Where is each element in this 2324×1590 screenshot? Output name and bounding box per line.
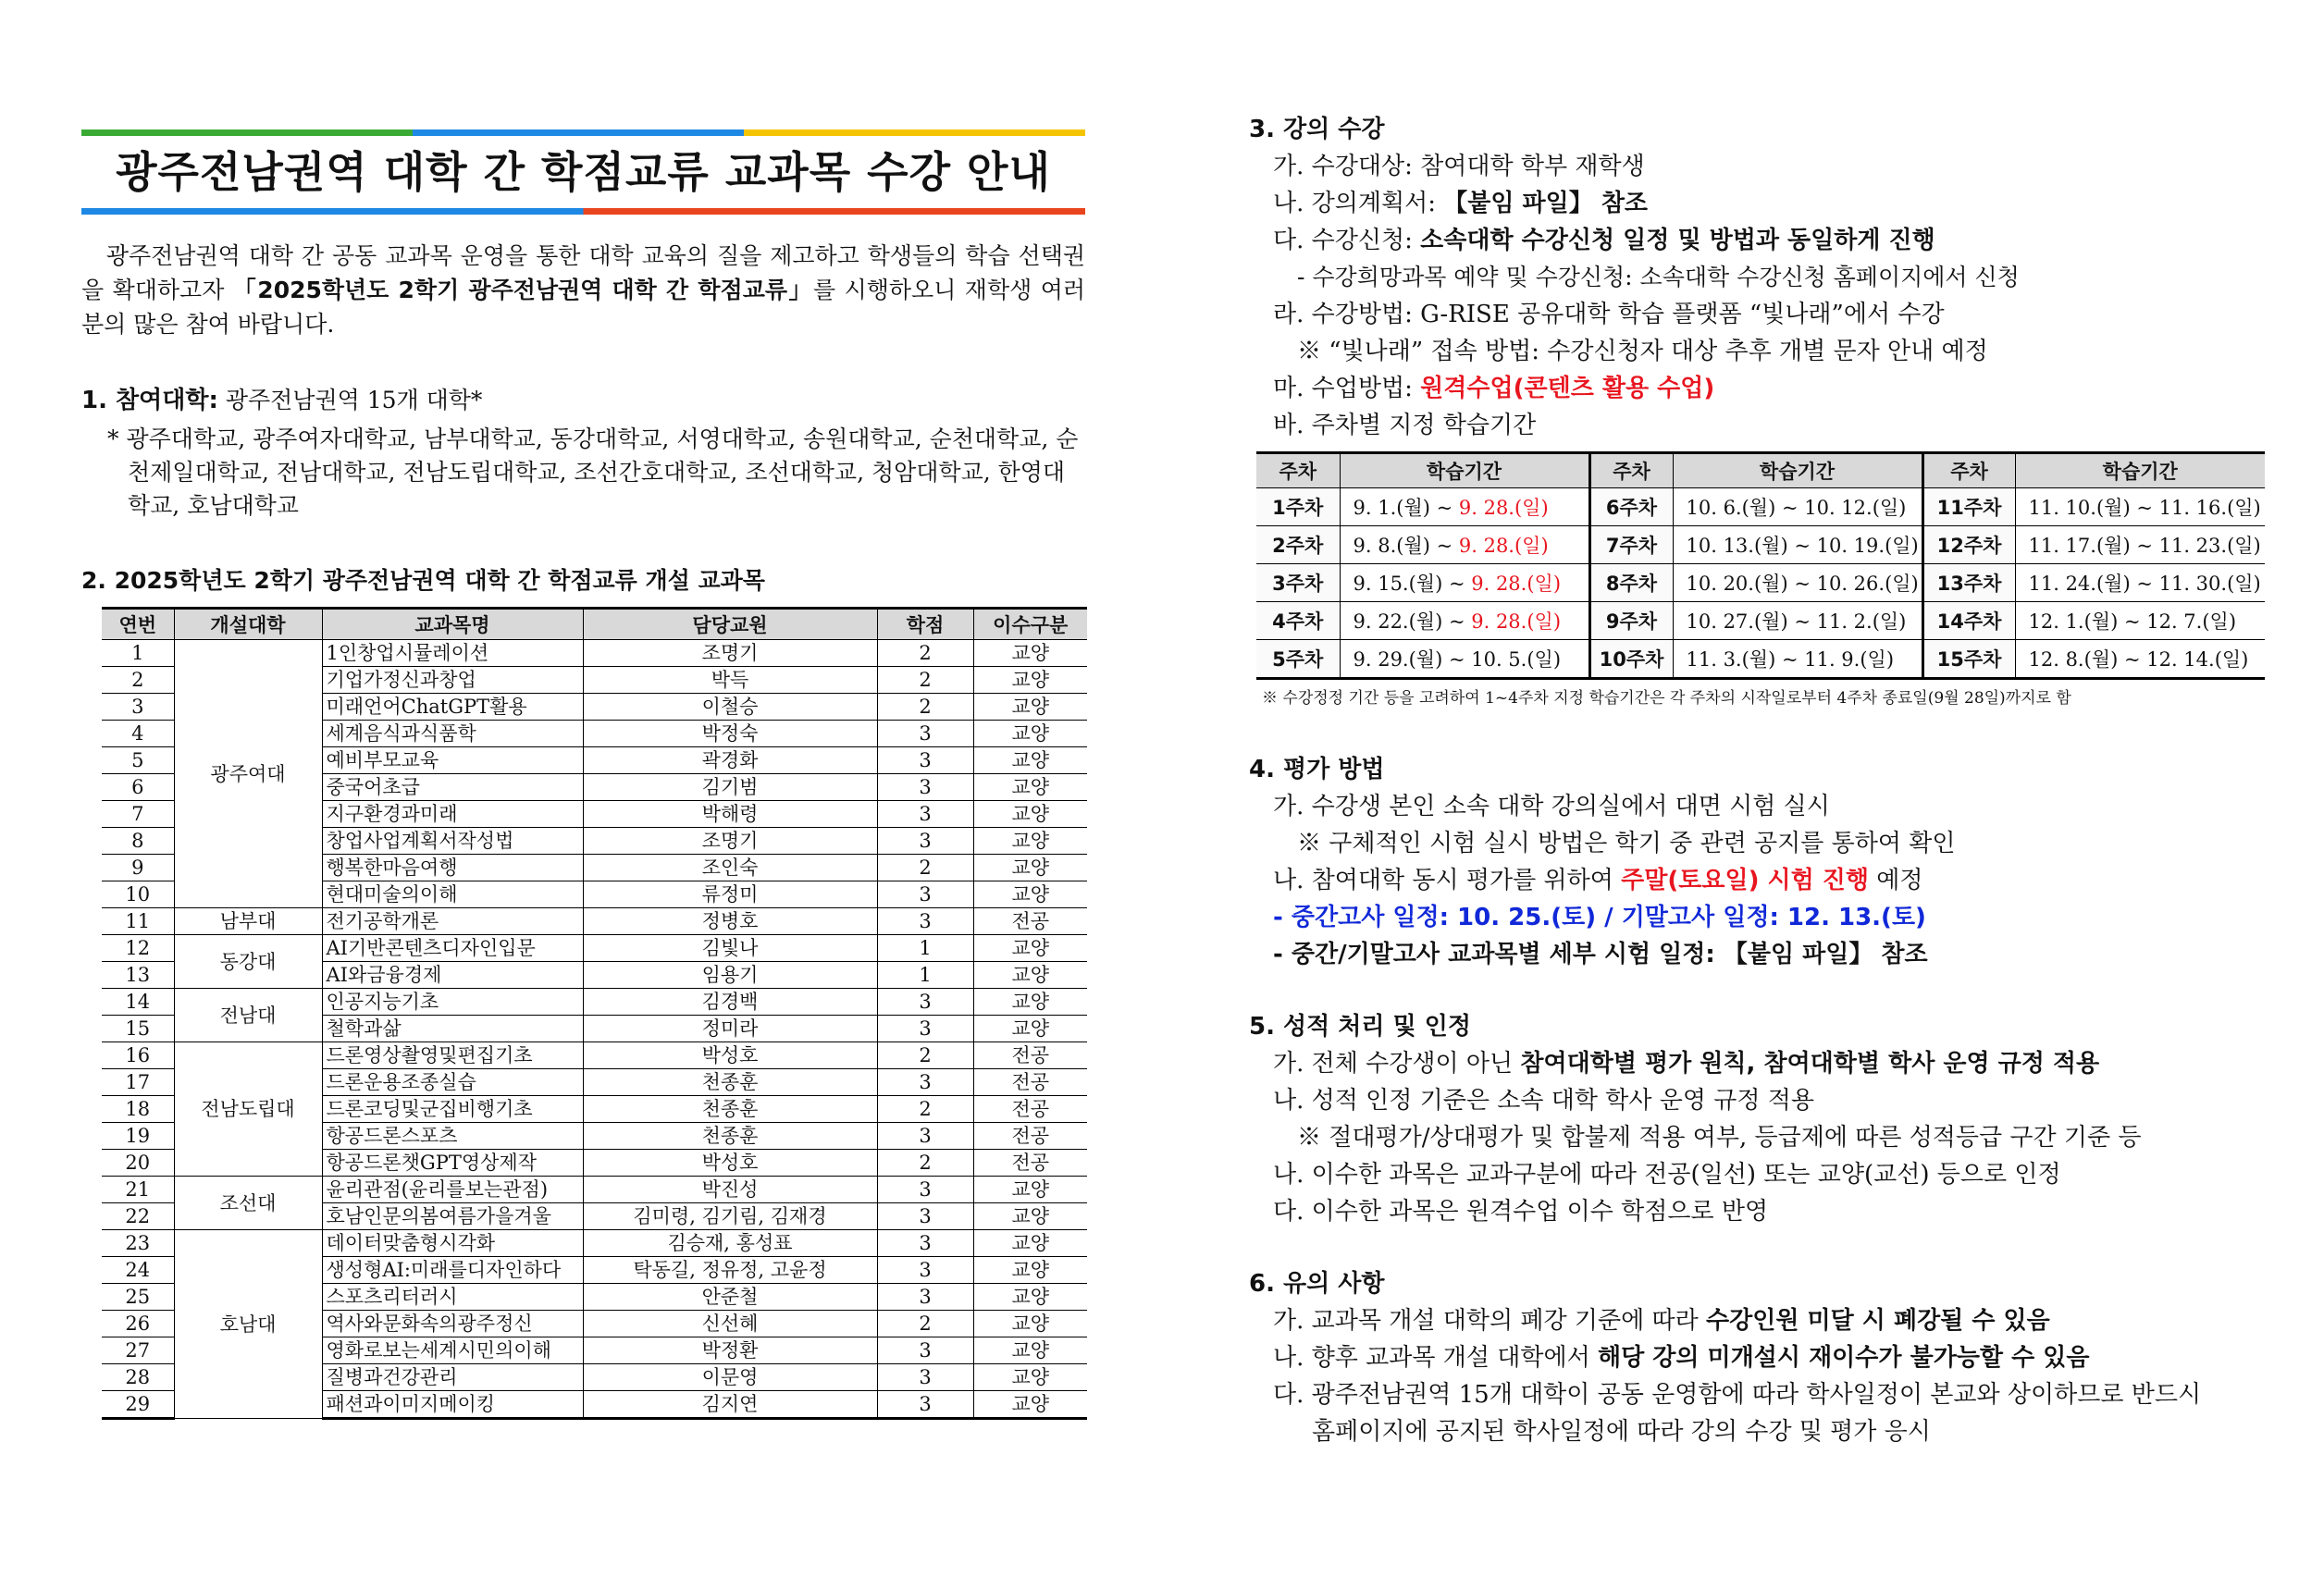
period-end: 11. 16.(일): [2158, 497, 2261, 519]
week-label: 8주차: [1589, 564, 1673, 602]
college-name: 조선대: [174, 1177, 322, 1230]
credits: 3: [877, 881, 973, 908]
instructor: 박성호: [583, 1042, 877, 1069]
section6-a: [1249, 1302, 2267, 1339]
table-row: [102, 908, 1087, 935]
course-type: 교양: [973, 1016, 1087, 1042]
period-start: 12. 1.(월) ~: [2028, 610, 2147, 633]
period-end: 9. 28.(일): [1471, 610, 1562, 633]
study-period: [1673, 602, 1922, 640]
credits: 3: [877, 1391, 973, 1419]
course-number: 22: [102, 1203, 174, 1230]
period-start: 11. 17.(월) ~: [2028, 535, 2159, 557]
period-start: 10. 20.(월) ~: [1686, 573, 1817, 595]
week-label: 6주차: [1589, 488, 1673, 526]
course-name: 항공드론스포츠: [322, 1123, 583, 1150]
course-name: 예비부모교육: [322, 747, 583, 774]
course-number: 8: [102, 828, 174, 855]
course-type: 교양: [973, 1364, 1087, 1391]
course-type: 전공: [973, 1042, 1087, 1069]
section3-c: [1249, 222, 2267, 259]
course-type: 교양: [973, 1257, 1087, 1284]
table-row: [102, 640, 1087, 667]
section6-a-bold: 수강인원 미달 시 폐강될 수 있음: [1705, 1307, 2050, 1335]
course-number: 10: [102, 881, 174, 908]
course-type: 교양: [973, 667, 1087, 694]
study-period: [1673, 640, 1922, 679]
course-name: 드론코딩및군집비행기초: [322, 1096, 583, 1123]
course-name: 드론운용조종실습: [322, 1069, 583, 1096]
section6-c1: 다. 광주전남권역 15개 대학이 공동 운영함에 따라 학사일정이 본교와 상이하므로 반드시: [1273, 1381, 2202, 1409]
credits: 3: [877, 774, 973, 801]
study-period: [1673, 488, 1922, 526]
course-type: 교양: [973, 1311, 1087, 1337]
week-label: 5주차: [1256, 640, 1340, 679]
course-number: 2: [102, 667, 174, 694]
week-label: 13주차: [1922, 564, 2015, 602]
credits: 3: [877, 1069, 973, 1096]
schedule-note: ※ 수강정정 기간 등을 고려하여 1~4주차 지정 학습기간은 각 주차의 시작일로부터 4주차 종료일(9월 28일)까지로 함: [1262, 689, 2071, 708]
study-period: [2015, 488, 2265, 526]
period-end: 11. 23.(일): [2158, 535, 2261, 557]
section5-a: [1249, 1045, 2267, 1082]
credits: 3: [877, 1337, 973, 1364]
credits: 3: [877, 1203, 973, 1230]
section4-exam-dates: - 중간고사 일정: 10. 25.(토) / 기말고사 일정: 12. 13.(토): [1273, 904, 1926, 931]
table-row: [1256, 564, 2265, 602]
period-start: 11. 3.(월) ~: [1686, 648, 1805, 671]
course-name: 스포츠리터러시: [322, 1284, 583, 1311]
period-end: 11. 2.(일): [1816, 610, 1907, 633]
college-name: 전남도립대: [174, 1042, 322, 1177]
credits: 1: [877, 935, 973, 962]
section3-b-bold: 【붙임 파일】 참조: [1443, 190, 1649, 217]
course-name: 인공지능기초: [322, 989, 583, 1016]
section-notices: [1249, 1265, 2267, 1450]
period-start: 12. 8.(월) ~: [2028, 648, 2147, 671]
credits: 3: [877, 1257, 973, 1284]
course-number: 11: [102, 908, 174, 935]
table-row: [1256, 640, 2265, 679]
period-start: 10. 13.(월) ~: [1686, 535, 1817, 557]
table-row: [102, 1177, 1087, 1203]
course-name: 데이터맞춤형시각화: [322, 1230, 583, 1257]
period-start: 9. 29.(월) ~: [1353, 648, 1472, 671]
week-label: 10주차: [1589, 640, 1673, 679]
study-period: [2015, 640, 2265, 679]
course-type: 교양: [973, 962, 1087, 989]
instructor: 김기범: [583, 774, 877, 801]
instructor: 박진성: [583, 1177, 877, 1203]
period-start: 11. 24.(월) ~: [2028, 573, 2159, 595]
week-label: 9주차: [1589, 602, 1673, 640]
course-type: 교양: [973, 1230, 1087, 1257]
table-row: [102, 989, 1087, 1016]
title-bar-bottom: [81, 208, 1085, 215]
course-name: 영화로보는세계시민의이해: [322, 1337, 583, 1364]
study-period: [2015, 564, 2265, 602]
instructor: 이문영: [583, 1364, 877, 1391]
course-name: AI기반콘텐츠디자인입문: [322, 935, 583, 962]
period-end: 9. 28.(일): [1458, 535, 1549, 557]
course-name: 기업가정신과창업: [322, 667, 583, 694]
course-name: 미래언어ChatGPT활용: [322, 694, 583, 721]
credits: 2: [877, 667, 973, 694]
section5-d: 다. 이수한 과목은 원격수업 이수 학점으로 반영: [1273, 1198, 1769, 1226]
week-col-header: 주차: [1589, 453, 1673, 488]
instructor: 김승재, 홍성표: [583, 1230, 877, 1257]
course-type: 전공: [973, 1123, 1087, 1150]
course-number: 19: [102, 1123, 174, 1150]
course-name: 지구환경과미래: [322, 801, 583, 828]
credits: 3: [877, 908, 973, 935]
course-name: AI와금융경제: [322, 962, 583, 989]
week-col-header: 학습기간: [1340, 453, 1589, 488]
instructor: 류정미: [583, 881, 877, 908]
credits: 3: [877, 721, 973, 747]
period-end: 9. 28.(일): [1471, 573, 1562, 595]
course-number: 16: [102, 1042, 174, 1069]
course-name: 창업사업계획서작성법: [322, 828, 583, 855]
course-type: 교양: [973, 935, 1087, 962]
week-label: 7주차: [1589, 526, 1673, 564]
instructor: 이철승: [583, 694, 877, 721]
week-col-header: 주차: [1256, 453, 1340, 488]
study-period: [2015, 526, 2265, 564]
course-number: 15: [102, 1016, 174, 1042]
course-type: 교양: [973, 1177, 1087, 1203]
section3-e-label: 마. 수업방법:: [1273, 375, 1421, 402]
section2-heading: 2. 2025학년도 2학기 광주전남권역 대학 간 학점교류 개설 교과목: [81, 567, 765, 594]
section5-b: 나. 성적 인정 기준은 소속 대학 학사 운영 규정 적용: [1273, 1087, 1814, 1115]
credits: 3: [877, 1016, 973, 1042]
table-row: [102, 1230, 1087, 1257]
course-number: 4: [102, 721, 174, 747]
course-number: 21: [102, 1177, 174, 1203]
section5-heading: 5. 성적 처리 및 인정: [1249, 1013, 1471, 1041]
period-start: 9. 8.(월) ~: [1353, 535, 1459, 557]
course-col-header: 학점: [877, 609, 973, 640]
period-start: 11. 10.(월) ~: [2028, 497, 2159, 519]
study-period: [1673, 564, 1922, 602]
table-row: [1256, 602, 2265, 640]
course-type: 교양: [973, 828, 1087, 855]
credits: 3: [877, 1230, 973, 1257]
course-number: 3: [102, 694, 174, 721]
period-end: 11. 30.(일): [2158, 573, 2261, 595]
table-row: [102, 935, 1087, 962]
course-name: 패션과이미지메이킹: [322, 1391, 583, 1419]
course-number: 1: [102, 640, 174, 667]
instructor: 천종훈: [583, 1123, 877, 1150]
instructor: 박해령: [583, 801, 877, 828]
section4-exam-details: - 중간/기말고사 교과목별 세부 시험 일정: 【붙임 파일】 참조: [1273, 941, 1928, 968]
instructor: 조인숙: [583, 855, 877, 881]
week-label: 4주차: [1256, 602, 1340, 640]
course-type: 전공: [973, 1150, 1087, 1177]
intro-bold: 「2025학년도 2학기 광주전남권역 대학 간 학점교류」: [232, 277, 813, 303]
study-period: [1340, 526, 1589, 564]
week-label: 1주차: [1256, 488, 1340, 526]
instructor: 곽경화: [583, 747, 877, 774]
section6-b: [1249, 1339, 2267, 1376]
course-name: 세계음식과식품학: [322, 721, 583, 747]
credits: 2: [877, 640, 973, 667]
course-type: 교양: [973, 801, 1087, 828]
college-name: 호남대: [174, 1230, 322, 1419]
section3-f: 바. 주차별 지정 학습기간: [1273, 412, 1537, 439]
week-label: 14주차: [1922, 602, 2015, 640]
period-end: 9. 28.(일): [1458, 497, 1549, 519]
course-type: 전공: [973, 1096, 1087, 1123]
credits: 3: [877, 828, 973, 855]
section-participating-universities: [81, 384, 1085, 523]
page-title: 광주전남권역 대학 간 학점교류 교과목 수강 안내: [116, 147, 1051, 197]
course-name: 중국어초급: [322, 774, 583, 801]
course-type: 교양: [973, 855, 1087, 881]
period-end: 10. 26.(일): [1816, 573, 1919, 595]
section3-e: [1249, 370, 2267, 407]
instructor: 신선혜: [583, 1311, 877, 1337]
section3-heading: 3. 강의 수강: [1249, 116, 1385, 143]
section5-a-label: 가. 전체 수강생이 아닌: [1273, 1050, 1521, 1078]
course-type: 교양: [973, 640, 1087, 667]
section3-c-bold: 소속대학 수강신청 일정 및 방법과 동일하게 진행: [1420, 227, 1935, 254]
instructor: 조명기: [583, 828, 877, 855]
period-end: 10. 12.(일): [1804, 497, 1907, 519]
instructor: 정병호: [583, 908, 877, 935]
course-type: 교양: [973, 1337, 1087, 1364]
course-col-header: 개설대학: [174, 609, 322, 640]
section6-a-label: 가. 교과목 개설 대학의 폐강 기준에 따라: [1273, 1307, 1706, 1335]
instructor: 김경백: [583, 989, 877, 1016]
instructor: 박성호: [583, 1150, 877, 1177]
week-col-header: 학습기간: [2015, 453, 2265, 488]
credits: 2: [877, 1096, 973, 1123]
table-row: [1256, 488, 2265, 526]
course-type: 교양: [973, 989, 1087, 1016]
course-name: 현대미술의이해: [322, 881, 583, 908]
title-bar-top: [81, 129, 1085, 136]
study-period: [1340, 640, 1589, 679]
week-col-header: 주차: [1922, 453, 2015, 488]
course-type: 교양: [973, 1284, 1087, 1311]
study-period: [1340, 488, 1589, 526]
credits: 2: [877, 855, 973, 881]
course-number: 24: [102, 1257, 174, 1284]
instructor: 천종훈: [583, 1096, 877, 1123]
instructor: 김미령, 김기림, 김재경: [583, 1203, 877, 1230]
intro-text: 광주전남권역 대학 간 공동 교과목 운영을 통한 대학 교육의 질을 제고하고 학생들의 학습 선택권을 확대하고자: [81, 242, 1085, 303]
instructor: 정미라: [583, 1016, 877, 1042]
course-number: 12: [102, 935, 174, 962]
section3-c-sub: - 수강희망과목 예약 및 수강신청: 소속대학 수강신청 홈페이지에서 신청: [1297, 264, 2020, 290]
course-type: 교양: [973, 1391, 1087, 1419]
instructor: 박정환: [583, 1337, 877, 1364]
section5-a-bold: 참여대학별 평가 원칙, 참여대학별 학사 운영 규정 적용: [1520, 1050, 2100, 1078]
period-end: 11. 9.(일): [1804, 648, 1895, 671]
week-label: 12주차: [1922, 526, 2015, 564]
instructor: 천종훈: [583, 1069, 877, 1096]
college-name: 남부대: [174, 908, 322, 935]
course-name: 1인창업시뮬레이션: [322, 640, 583, 667]
course-name: 생성형AI:미래를디자인하다: [322, 1257, 583, 1284]
section1-value: 광주전남권역 15개 대학*: [225, 387, 483, 413]
course-name: 항공드론챗GPT영상제작: [322, 1150, 583, 1177]
instructor: 조명기: [583, 640, 877, 667]
course-type: 교양: [973, 881, 1087, 908]
course-type: 교양: [973, 694, 1087, 721]
credits: 3: [877, 1364, 973, 1391]
period-start: 9. 15.(월) ~: [1353, 573, 1472, 595]
credits: 3: [877, 801, 973, 828]
instructor: 김빛나: [583, 935, 877, 962]
section4-b-label: 나. 참여대학 동시 평가를 위하여: [1273, 867, 1622, 894]
instructor: 탁동길, 정유정, 고윤정: [583, 1257, 877, 1284]
period-end: 10. 19.(일): [1816, 535, 1919, 557]
course-name: 호남인문의봄여름가을겨울: [322, 1203, 583, 1230]
course-col-header: 교과목명: [322, 609, 583, 640]
period-start: 10. 6.(월) ~: [1686, 497, 1805, 519]
instructor: 박득: [583, 667, 877, 694]
course-number: 27: [102, 1337, 174, 1364]
week-label: 3주차: [1256, 564, 1340, 602]
week-label: 2주차: [1256, 526, 1340, 564]
course-type: 전공: [973, 1069, 1087, 1096]
study-period: [1673, 526, 1922, 564]
week-col-header: 학습기간: [1673, 453, 1922, 488]
section3-d-note: ※ “빛나래” 접속 방법: 수강신청자 대상 추후 개별 문자 안내 예정: [1297, 338, 1988, 365]
week-label: 11주차: [1922, 488, 2015, 526]
credits: 3: [877, 1177, 973, 1203]
section5-b-note: ※ 절대평가/상대평가 및 합불제 적용 여부, 등급제에 따른 성적등급 구간 기준 등: [1297, 1124, 2142, 1152]
section-evaluation: [1249, 751, 2267, 973]
period-end: 12. 7.(일): [2146, 610, 2237, 633]
course-col-header: 담당교원: [583, 609, 877, 640]
course-number: 20: [102, 1150, 174, 1177]
course-number: 7: [102, 801, 174, 828]
course-number: 9: [102, 855, 174, 881]
credits: 2: [877, 694, 973, 721]
study-period: [1340, 602, 1589, 640]
course-number: 17: [102, 1069, 174, 1096]
college-name: 전남대: [174, 989, 322, 1042]
course-number: 18: [102, 1096, 174, 1123]
course-type: 교양: [973, 747, 1087, 774]
weekly-schedule-table: [1256, 451, 2265, 680]
course-col-header: 이수구분: [973, 609, 1087, 640]
section4-heading: 4. 평가 방법: [1249, 756, 1385, 783]
course-number: 23: [102, 1230, 174, 1257]
week-label: 15주차: [1922, 640, 2015, 679]
course-number: 28: [102, 1364, 174, 1391]
course-name: 철학과삶: [322, 1016, 583, 1042]
course-type: 교양: [973, 774, 1087, 801]
course-name: 드론영상촬영및편집기초: [322, 1042, 583, 1069]
credits: 3: [877, 1123, 973, 1150]
course-name: 역사와문화속의광주정신: [322, 1311, 583, 1337]
instructor: 임용기: [583, 962, 877, 989]
section1-heading: 1. 참여대학:: [81, 387, 218, 414]
intro-paragraph: [81, 239, 1085, 341]
section3-b-label: 나. 강의계획서:: [1273, 190, 1444, 217]
credits: 3: [877, 747, 973, 774]
course-name: 질병과건강관리: [322, 1364, 583, 1391]
section6-c2: 홈페이지에 공지된 학사일정에 따라 강의 수강 및 평가 응시: [1312, 1418, 1931, 1446]
section4-a-note: ※ 구체적인 시험 실시 방법은 학기 중 관련 공지를 통하여 확인: [1297, 830, 1956, 857]
course-type: 전공: [973, 908, 1087, 935]
section4-b: [1249, 862, 2267, 899]
section3-e-red: 원격수업(콘텐츠 활용 수업): [1420, 375, 1715, 402]
credits: 2: [877, 1150, 973, 1177]
period-start: 9. 1.(월) ~: [1353, 497, 1459, 519]
instructor: 박정숙: [583, 721, 877, 747]
credits: 2: [877, 1042, 973, 1069]
course-number: 29: [102, 1391, 174, 1419]
college-name: 광주여대: [174, 640, 322, 908]
course-number: 25: [102, 1284, 174, 1311]
course-name: 전기공학개론: [322, 908, 583, 935]
university-list: * 광주대학교, 광주여자대학교, 남부대학교, 동강대학교, 서영대학교, 송원대학교, 순천대학교, 순천제일대학교, 전남대학교, 전남도립대학교, 조선간호대학교, 조선대학교, 청암대학교, 한영대학교, 호남대학교: [107, 425, 1079, 519]
table-row: [1256, 526, 2265, 564]
course-number: 6: [102, 774, 174, 801]
section-course-registration: [1249, 111, 2267, 444]
section6-b-label: 나. 향후 교과목 개설 대학에서: [1273, 1344, 1598, 1372]
section3-d: 라. 수강방법: G-RISE 공유대학 학습 플랫폼 “빛나래”에서 수강: [1273, 301, 1945, 328]
course-type: 교양: [973, 1203, 1087, 1230]
course-type: 교양: [973, 721, 1087, 747]
credits: 3: [877, 989, 973, 1016]
study-period: [1340, 564, 1589, 602]
credits: 2: [877, 1311, 973, 1337]
section3-a: 가. 수강대상: 참여대학 학부 재학생: [1273, 153, 1645, 180]
instructor: 안준철: [583, 1284, 877, 1311]
course-number: 14: [102, 989, 174, 1016]
section6-b-bold: 해당 강의 미개설시 재이수가 불가능할 수 있음: [1597, 1344, 2090, 1372]
credits: 3: [877, 1284, 973, 1311]
credits: 1: [877, 962, 973, 989]
table-row: [102, 1042, 1087, 1069]
intro-text-after: 를 시행하오니 재학생 여러분의 많은 참여 바랍니다.: [81, 277, 1085, 338]
study-period: [2015, 602, 2265, 640]
section4-b-red: 주말(토요일) 시험 진행: [1621, 867, 1870, 894]
course-table: [102, 607, 1087, 1420]
section4-b-after: 예정: [1869, 867, 1923, 894]
section-grades: [1249, 1008, 2267, 1230]
period-end: 10. 5.(일): [1471, 648, 1562, 671]
period-start: 10. 27.(월) ~: [1686, 610, 1817, 633]
course-number: 5: [102, 747, 174, 774]
course-name: 행복한마음여행: [322, 855, 583, 881]
period-end: 12. 14.(일): [2146, 648, 2249, 671]
section3-b: [1249, 185, 2267, 222]
period-start: 9. 22.(월) ~: [1353, 610, 1472, 633]
course-col-header: 연번: [102, 609, 174, 640]
instructor: 김지연: [583, 1391, 877, 1419]
college-name: 동강대: [174, 935, 322, 989]
section6-heading: 6. 유의 사항: [1249, 1270, 1385, 1298]
course-number: 13: [102, 962, 174, 989]
section3-c-label: 다. 수강신청:: [1273, 227, 1421, 254]
course-number: 26: [102, 1311, 174, 1337]
course-name: 윤리관점(윤리를보는관점): [322, 1177, 583, 1203]
section4-a: 가. 수강생 본인 소속 대학 강의실에서 대면 시험 실시: [1273, 793, 1830, 820]
section5-c: 나. 이수한 과목은 교과구분에 따라 전공(일선) 또는 교양(교선) 등으로 인정: [1273, 1161, 2061, 1189]
